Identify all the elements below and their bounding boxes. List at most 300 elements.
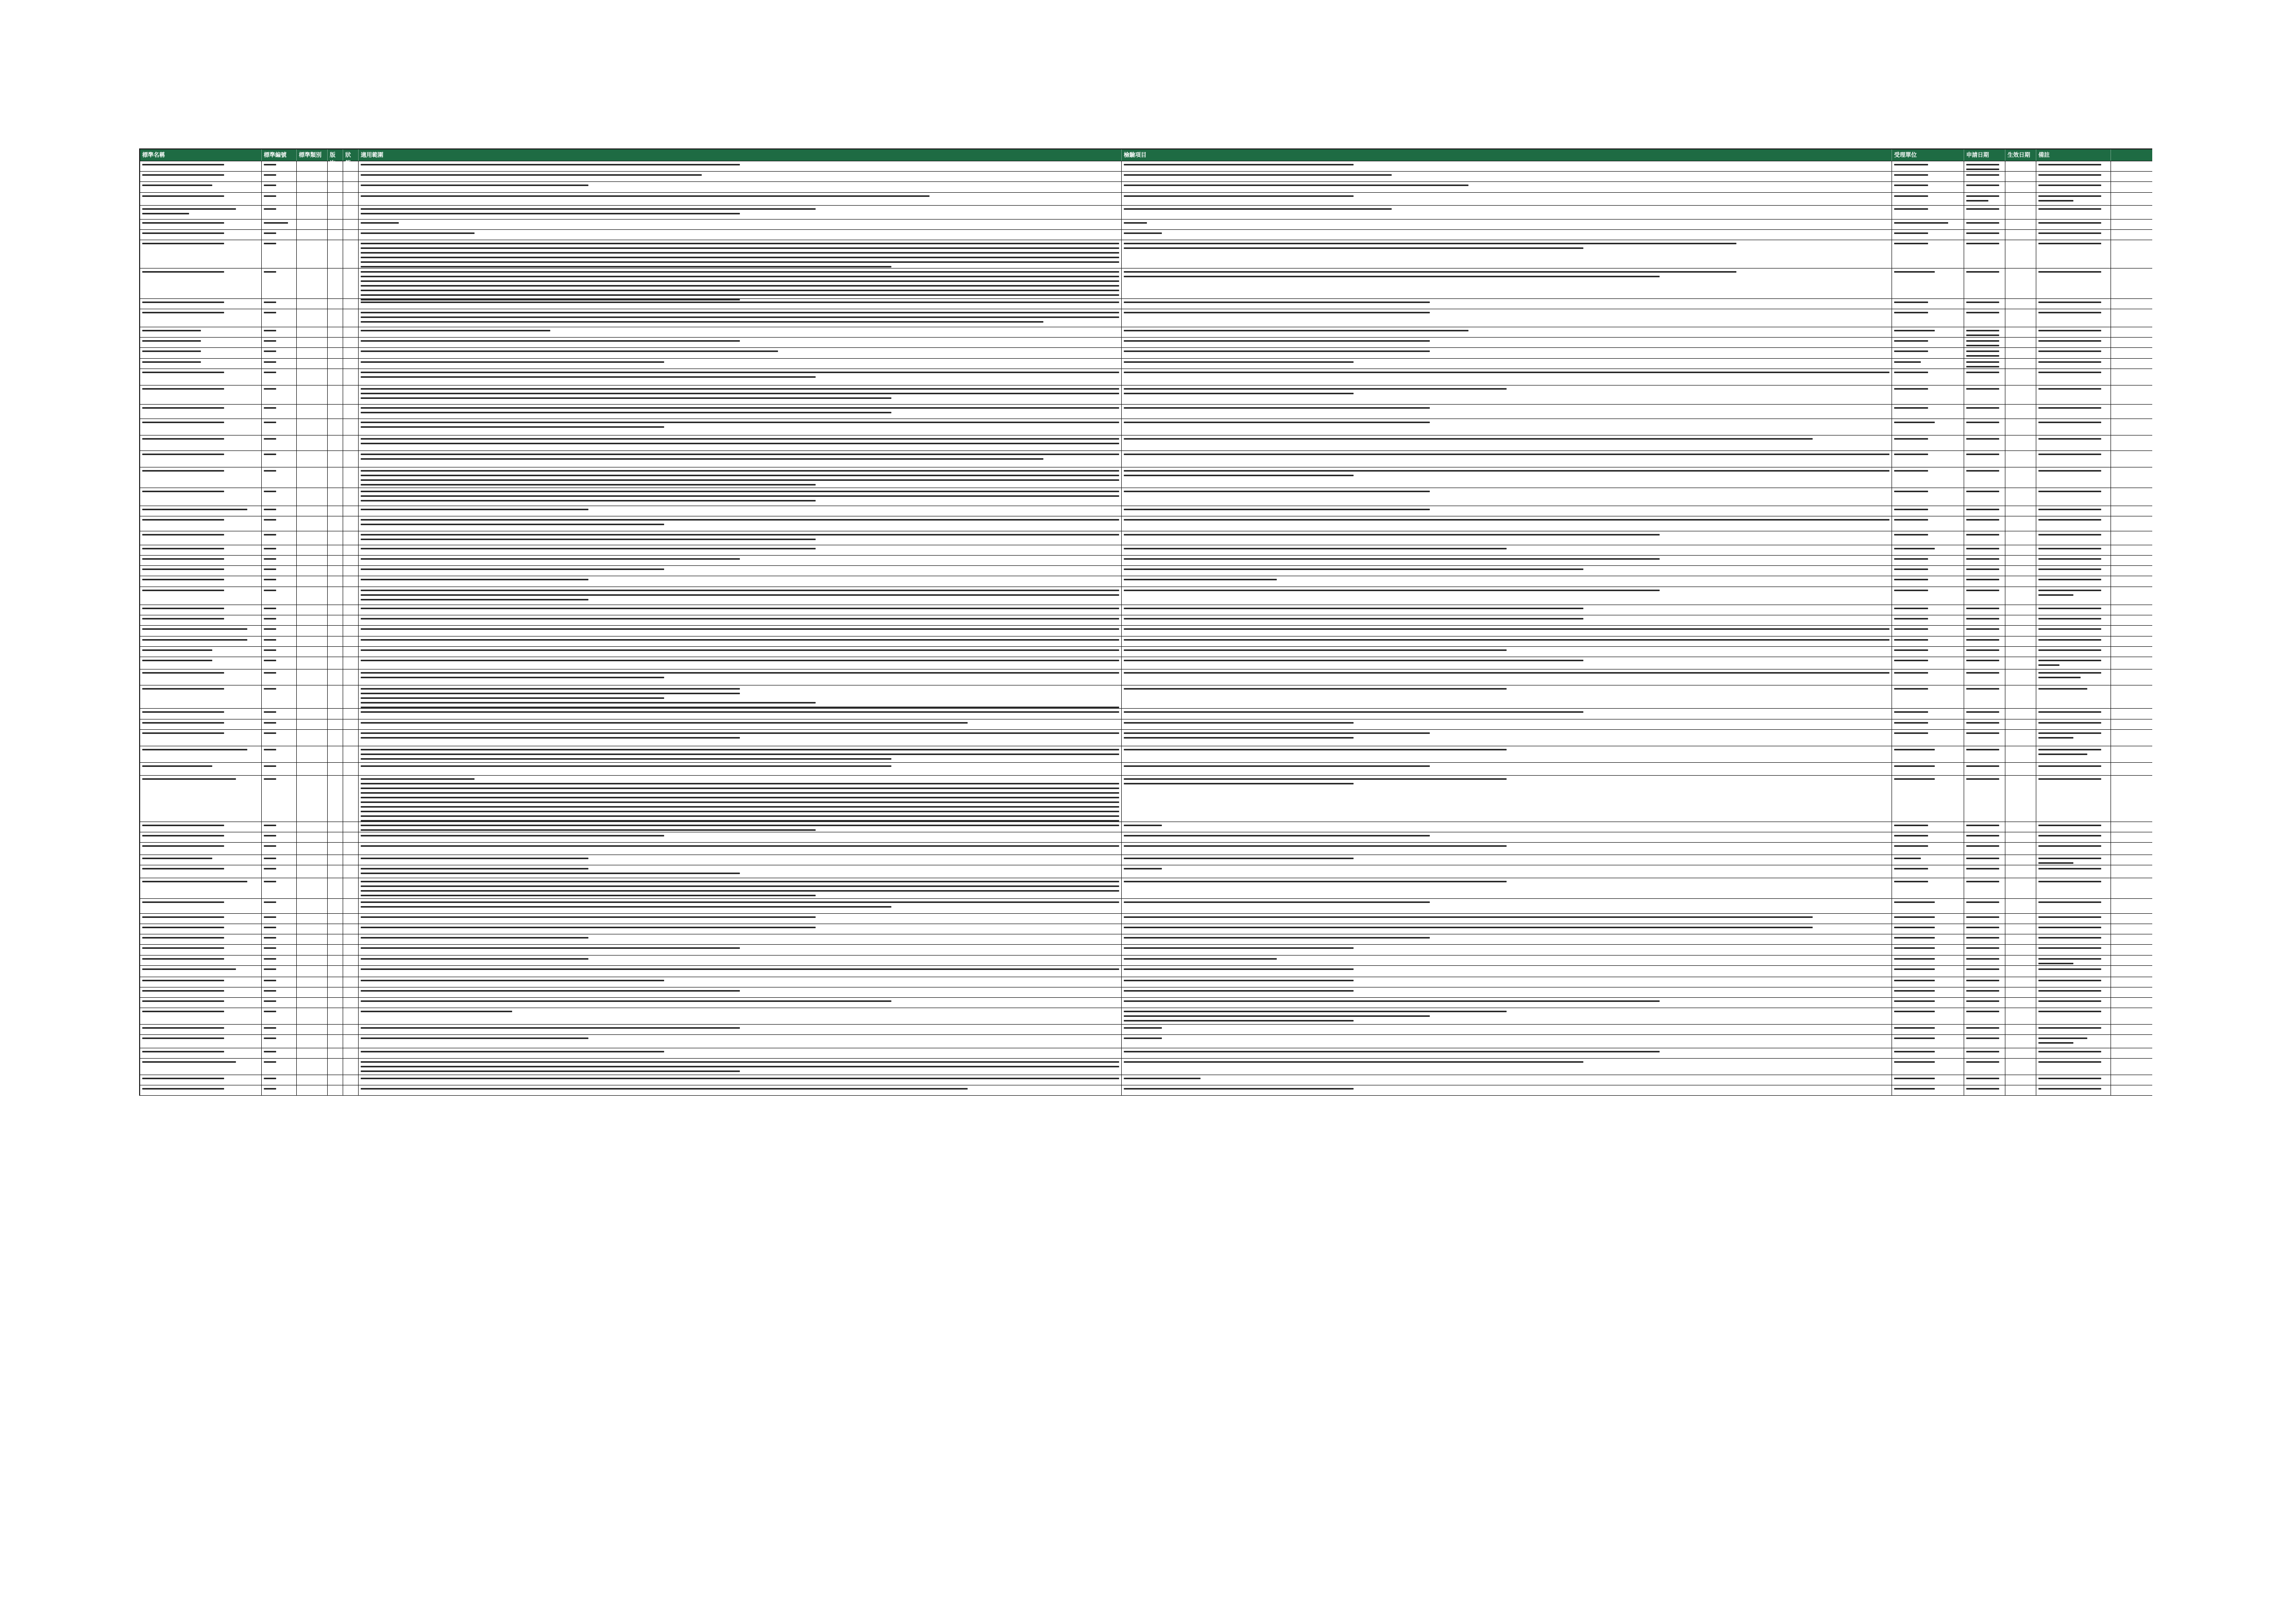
table-row[interactable] xyxy=(140,220,2152,230)
column-header[interactable]: 檢驗項目 xyxy=(1122,149,1892,161)
table-cell[interactable] xyxy=(262,657,297,669)
table-cell[interactable] xyxy=(328,998,343,1008)
table-row[interactable] xyxy=(140,556,2152,566)
table-cell[interactable] xyxy=(297,193,328,205)
table-cell[interactable] xyxy=(297,587,328,605)
table-cell[interactable] xyxy=(2036,647,2111,657)
table-cell[interactable] xyxy=(140,240,262,268)
table-cell[interactable] xyxy=(2005,206,2036,219)
table-cell[interactable] xyxy=(1892,220,1964,229)
table-cell[interactable] xyxy=(359,914,1122,924)
table-cell[interactable] xyxy=(262,615,297,625)
table-cell[interactable] xyxy=(328,516,343,531)
table-cell[interactable] xyxy=(359,966,1122,977)
table-cell[interactable] xyxy=(1122,669,1892,685)
table-cell[interactable] xyxy=(2005,506,2036,516)
table-cell[interactable] xyxy=(2036,467,2111,488)
column-header[interactable]: 生效日期 xyxy=(2005,149,2036,161)
table-cell[interactable] xyxy=(1964,669,2005,685)
table-row[interactable] xyxy=(140,746,2152,763)
table-cell[interactable] xyxy=(328,899,343,913)
table-cell[interactable] xyxy=(359,763,1122,775)
table-row[interactable] xyxy=(140,269,2152,298)
table-cell[interactable] xyxy=(1892,822,1964,832)
table-cell[interactable] xyxy=(359,172,1122,181)
table-cell[interactable] xyxy=(297,369,328,385)
table-cell[interactable] xyxy=(1964,269,2005,298)
table-cell[interactable] xyxy=(359,977,1122,987)
table-cell[interactable] xyxy=(343,161,359,171)
table-cell[interactable] xyxy=(2036,327,2111,337)
table-cell[interactable] xyxy=(1964,1025,2005,1034)
table-cell[interactable] xyxy=(2036,843,2111,855)
table-cell[interactable] xyxy=(1122,230,1892,240)
table-cell[interactable] xyxy=(140,348,262,358)
table-cell[interactable] xyxy=(343,419,359,435)
table-cell[interactable] xyxy=(343,386,359,404)
table-cell[interactable] xyxy=(262,467,297,488)
table-cell[interactable] xyxy=(262,730,297,746)
table-cell[interactable] xyxy=(359,451,1122,467)
table-cell[interactable] xyxy=(328,709,343,718)
table-cell[interactable] xyxy=(262,899,297,913)
table-cell[interactable] xyxy=(262,1085,297,1095)
table-cell[interactable] xyxy=(262,865,297,878)
table-cell[interactable] xyxy=(2036,193,2111,205)
table-cell[interactable] xyxy=(140,934,262,944)
table-cell[interactable] xyxy=(359,230,1122,240)
table-cell[interactable] xyxy=(1892,299,1964,309)
table-cell[interactable] xyxy=(297,451,328,467)
table-cell[interactable] xyxy=(328,506,343,516)
column-header[interactable]: 標準編號 xyxy=(262,149,297,161)
table-cell[interactable] xyxy=(262,1059,297,1075)
table-cell[interactable] xyxy=(262,987,297,997)
table-cell[interactable] xyxy=(1964,338,2005,347)
table-cell[interactable] xyxy=(297,945,328,955)
table-cell[interactable] xyxy=(262,605,297,615)
table-cell[interactable] xyxy=(2036,855,2111,865)
table-cell[interactable] xyxy=(2005,605,2036,615)
table-cell[interactable] xyxy=(343,865,359,878)
table-cell[interactable] xyxy=(343,436,359,450)
table-cell[interactable] xyxy=(343,348,359,358)
table-cell[interactable] xyxy=(297,556,328,565)
table-cell[interactable] xyxy=(2005,914,2036,924)
table-cell[interactable] xyxy=(140,161,262,171)
table-cell[interactable] xyxy=(1122,977,1892,987)
table-cell[interactable] xyxy=(359,576,1122,586)
table-cell[interactable] xyxy=(1122,1085,1892,1095)
table-cell[interactable] xyxy=(1964,945,2005,955)
table-cell[interactable] xyxy=(328,657,343,669)
table-cell[interactable] xyxy=(262,587,297,605)
table-cell[interactable] xyxy=(1892,348,1964,358)
table-cell[interactable] xyxy=(1122,956,1892,965)
table-cell[interactable] xyxy=(359,1059,1122,1075)
table-cell[interactable] xyxy=(1122,746,1892,762)
table-cell[interactable] xyxy=(297,576,328,586)
table-cell[interactable] xyxy=(1964,1035,2005,1047)
table-cell[interactable] xyxy=(1122,1008,1892,1024)
table-cell[interactable] xyxy=(343,956,359,965)
table-cell[interactable] xyxy=(2036,709,2111,718)
table-cell[interactable] xyxy=(2005,309,2036,327)
table-cell[interactable] xyxy=(262,685,297,708)
table-cell[interactable] xyxy=(328,966,343,977)
table-cell[interactable] xyxy=(297,348,328,358)
table-cell[interactable] xyxy=(343,647,359,657)
table-cell[interactable] xyxy=(297,855,328,865)
table-row[interactable] xyxy=(140,182,2152,192)
table-cell[interactable] xyxy=(297,309,328,327)
table-cell[interactable] xyxy=(1892,516,1964,531)
table-cell[interactable] xyxy=(343,467,359,488)
table-cell[interactable] xyxy=(1892,545,1964,555)
table-cell[interactable] xyxy=(359,730,1122,746)
table-cell[interactable] xyxy=(359,647,1122,657)
table-cell[interactable] xyxy=(1964,309,2005,327)
table-cell[interactable] xyxy=(262,269,297,298)
table-cell[interactable] xyxy=(1122,506,1892,516)
table-cell[interactable] xyxy=(2036,865,2111,878)
table-cell[interactable] xyxy=(2005,924,2036,934)
table-cell[interactable] xyxy=(359,865,1122,878)
table-cell[interactable] xyxy=(2036,822,2111,832)
table-cell[interactable] xyxy=(140,615,262,625)
table-cell[interactable] xyxy=(297,161,328,171)
table-cell[interactable] xyxy=(1964,1075,2005,1085)
table-cell[interactable] xyxy=(1964,685,2005,708)
table-cell[interactable] xyxy=(1122,637,1892,646)
table-cell[interactable] xyxy=(328,386,343,404)
table-cell[interactable] xyxy=(262,193,297,205)
table-cell[interactable] xyxy=(297,488,328,506)
table-cell[interactable] xyxy=(140,1059,262,1075)
table-cell[interactable] xyxy=(140,956,262,965)
table-cell[interactable] xyxy=(140,386,262,404)
table-cell[interactable] xyxy=(2036,299,2111,309)
table-cell[interactable] xyxy=(359,956,1122,965)
table-cell[interactable] xyxy=(343,657,359,669)
table-cell[interactable] xyxy=(2036,161,2111,171)
table-cell[interactable] xyxy=(1964,327,2005,337)
table-row[interactable] xyxy=(140,966,2152,977)
table-cell[interactable] xyxy=(1892,1035,1964,1047)
table-cell[interactable] xyxy=(262,626,297,635)
table-cell[interactable] xyxy=(343,369,359,385)
table-cell[interactable] xyxy=(1122,1025,1892,1034)
table-cell[interactable] xyxy=(2036,746,2111,762)
table-cell[interactable] xyxy=(2005,763,2036,775)
table-cell[interactable] xyxy=(2005,327,2036,337)
table-cell[interactable] xyxy=(343,182,359,192)
table-cell[interactable] xyxy=(359,637,1122,646)
table-cell[interactable] xyxy=(1964,763,2005,775)
table-row[interactable] xyxy=(140,348,2152,358)
table-cell[interactable] xyxy=(1122,776,1892,822)
table-cell[interactable] xyxy=(1964,172,2005,181)
table-row[interactable] xyxy=(140,405,2152,420)
table-cell[interactable] xyxy=(1892,855,1964,865)
table-cell[interactable] xyxy=(343,934,359,944)
table-cell[interactable] xyxy=(297,1059,328,1075)
table-cell[interactable] xyxy=(2036,436,2111,450)
table-cell[interactable] xyxy=(2036,966,2111,977)
table-cell[interactable] xyxy=(262,1048,297,1058)
table-cell[interactable] xyxy=(2036,977,2111,987)
table-row[interactable] xyxy=(140,647,2152,657)
table-cell[interactable] xyxy=(2005,977,2036,987)
table-cell[interactable] xyxy=(2005,566,2036,576)
table-cell[interactable] xyxy=(359,467,1122,488)
table-cell[interactable] xyxy=(297,605,328,615)
table-cell[interactable] xyxy=(359,436,1122,450)
table-cell[interactable] xyxy=(359,1048,1122,1058)
table-cell[interactable] xyxy=(140,832,262,842)
table-cell[interactable] xyxy=(140,405,262,419)
table-cell[interactable] xyxy=(140,998,262,1008)
table-row[interactable] xyxy=(140,488,2152,506)
table-cell[interactable] xyxy=(343,843,359,855)
table-cell[interactable] xyxy=(297,647,328,657)
table-cell[interactable] xyxy=(359,615,1122,625)
table-cell[interactable] xyxy=(1964,576,2005,586)
table-cell[interactable] xyxy=(328,924,343,934)
table-cell[interactable] xyxy=(343,719,359,729)
table-cell[interactable] xyxy=(2005,776,2036,822)
table-cell[interactable] xyxy=(1122,348,1892,358)
table-row[interactable] xyxy=(140,587,2152,605)
table-cell[interactable] xyxy=(2036,516,2111,531)
table-cell[interactable] xyxy=(1964,359,2005,369)
table-cell[interactable] xyxy=(262,669,297,685)
table-cell[interactable] xyxy=(1892,987,1964,997)
table-cell[interactable] xyxy=(359,240,1122,268)
table-row[interactable] xyxy=(140,309,2152,327)
table-cell[interactable] xyxy=(328,182,343,192)
table-cell[interactable] xyxy=(262,719,297,729)
table-cell[interactable] xyxy=(343,730,359,746)
table-cell[interactable] xyxy=(1122,405,1892,419)
table-cell[interactable] xyxy=(328,436,343,450)
table-row[interactable] xyxy=(140,709,2152,719)
table-row[interactable] xyxy=(140,987,2152,998)
table-cell[interactable] xyxy=(2036,719,2111,729)
table-cell[interactable] xyxy=(343,669,359,685)
table-row[interactable] xyxy=(140,338,2152,348)
table-cell[interactable] xyxy=(1892,587,1964,605)
table-cell[interactable] xyxy=(359,987,1122,997)
table-cell[interactable] xyxy=(1964,516,2005,531)
table-cell[interactable] xyxy=(328,405,343,419)
table-cell[interactable] xyxy=(140,899,262,913)
table-cell[interactable] xyxy=(343,193,359,205)
table-cell[interactable] xyxy=(297,545,328,555)
table-cell[interactable] xyxy=(1964,899,2005,913)
table-cell[interactable] xyxy=(328,647,343,657)
table-cell[interactable] xyxy=(1122,556,1892,565)
table-row[interactable] xyxy=(140,240,2152,269)
table-cell[interactable] xyxy=(140,269,262,298)
table-cell[interactable] xyxy=(1964,193,2005,205)
table-cell[interactable] xyxy=(140,467,262,488)
table-cell[interactable] xyxy=(140,531,262,545)
table-cell[interactable] xyxy=(2005,998,2036,1008)
table-cell[interactable] xyxy=(1892,161,1964,171)
table-cell[interactable] xyxy=(297,924,328,934)
table-cell[interactable] xyxy=(297,182,328,192)
table-cell[interactable] xyxy=(328,987,343,997)
table-cell[interactable] xyxy=(359,776,1122,822)
table-cell[interactable] xyxy=(262,956,297,965)
table-cell[interactable] xyxy=(1964,369,2005,385)
table-cell[interactable] xyxy=(2036,1008,2111,1024)
table-cell[interactable] xyxy=(1122,855,1892,865)
table-cell[interactable] xyxy=(262,709,297,718)
table-row[interactable] xyxy=(140,956,2152,966)
table-cell[interactable] xyxy=(297,172,328,181)
table-cell[interactable] xyxy=(262,309,297,327)
table-cell[interactable] xyxy=(1892,327,1964,337)
table-cell[interactable] xyxy=(2005,516,2036,531)
table-cell[interactable] xyxy=(1892,615,1964,625)
table-cell[interactable] xyxy=(262,566,297,576)
table-cell[interactable] xyxy=(359,327,1122,337)
table-cell[interactable] xyxy=(1122,359,1892,369)
table-cell[interactable] xyxy=(2036,269,2111,298)
table-cell[interactable] xyxy=(1892,865,1964,878)
table-cell[interactable] xyxy=(140,587,262,605)
table-cell[interactable] xyxy=(1122,327,1892,337)
table-cell[interactable] xyxy=(140,488,262,506)
table-cell[interactable] xyxy=(1892,566,1964,576)
table-cell[interactable] xyxy=(140,669,262,685)
column-header[interactable]: 標準名稱 xyxy=(140,149,262,161)
table-cell[interactable] xyxy=(2005,669,2036,685)
table-cell[interactable] xyxy=(1892,182,1964,192)
table-cell[interactable] xyxy=(2005,855,2036,865)
table-cell[interactable] xyxy=(359,309,1122,327)
table-row[interactable] xyxy=(140,998,2152,1008)
table-cell[interactable] xyxy=(297,206,328,219)
table-cell[interactable] xyxy=(2005,359,2036,369)
table-cell[interactable] xyxy=(140,206,262,219)
table-row[interactable] xyxy=(140,206,2152,220)
table-cell[interactable] xyxy=(1122,182,1892,192)
table-cell[interactable] xyxy=(2036,730,2111,746)
table-cell[interactable] xyxy=(1122,914,1892,924)
table-row[interactable] xyxy=(140,576,2152,587)
table-cell[interactable] xyxy=(1122,1075,1892,1085)
table-cell[interactable] xyxy=(262,998,297,1008)
table-cell[interactable] xyxy=(140,878,262,898)
table-cell[interactable] xyxy=(1122,605,1892,615)
table-cell[interactable] xyxy=(1892,709,1964,718)
table-cell[interactable] xyxy=(359,843,1122,855)
table-cell[interactable] xyxy=(1892,467,1964,488)
table-cell[interactable] xyxy=(1122,206,1892,219)
table-cell[interactable] xyxy=(328,451,343,467)
table-cell[interactable] xyxy=(359,899,1122,913)
table-cell[interactable] xyxy=(359,369,1122,385)
table-row[interactable] xyxy=(140,1075,2152,1085)
table-cell[interactable] xyxy=(359,709,1122,718)
table-cell[interactable] xyxy=(359,348,1122,358)
table-cell[interactable] xyxy=(1892,405,1964,419)
table-cell[interactable] xyxy=(343,615,359,625)
table-cell[interactable] xyxy=(140,763,262,775)
table-cell[interactable] xyxy=(1122,488,1892,506)
table-cell[interactable] xyxy=(140,299,262,309)
table-cell[interactable] xyxy=(262,637,297,646)
table-cell[interactable] xyxy=(262,977,297,987)
table-cell[interactable] xyxy=(343,709,359,718)
table-cell[interactable] xyxy=(1892,419,1964,435)
table-cell[interactable] xyxy=(2036,545,2111,555)
table-cell[interactable] xyxy=(140,220,262,229)
table-cell[interactable] xyxy=(1892,1085,1964,1095)
table-cell[interactable] xyxy=(328,172,343,181)
table-cell[interactable] xyxy=(328,763,343,775)
table-cell[interactable] xyxy=(1892,230,1964,240)
table-cell[interactable] xyxy=(1122,1035,1892,1047)
table-cell[interactable] xyxy=(1122,899,1892,913)
table-cell[interactable] xyxy=(328,269,343,298)
table-cell[interactable] xyxy=(262,878,297,898)
table-cell[interactable] xyxy=(1892,746,1964,762)
table-cell[interactable] xyxy=(297,865,328,878)
table-row[interactable] xyxy=(140,451,2152,467)
table-cell[interactable] xyxy=(1964,182,2005,192)
table-cell[interactable] xyxy=(262,369,297,385)
table-row[interactable] xyxy=(140,685,2152,709)
table-cell[interactable] xyxy=(328,419,343,435)
table-cell[interactable] xyxy=(297,626,328,635)
table-row[interactable] xyxy=(140,924,2152,934)
table-cell[interactable] xyxy=(2036,945,2111,955)
table-cell[interactable] xyxy=(1964,1008,2005,1024)
table-cell[interactable] xyxy=(2005,626,2036,635)
table-cell[interactable] xyxy=(343,220,359,229)
table-cell[interactable] xyxy=(328,832,343,842)
column-header[interactable]: 狀態 xyxy=(343,149,359,161)
table-row[interactable] xyxy=(140,719,2152,730)
table-cell[interactable] xyxy=(140,637,262,646)
table-cell[interactable] xyxy=(1122,998,1892,1008)
table-cell[interactable] xyxy=(1892,206,1964,219)
table-cell[interactable] xyxy=(1964,730,2005,746)
table-cell[interactable] xyxy=(1964,998,2005,1008)
table-cell[interactable] xyxy=(1122,822,1892,832)
table-cell[interactable] xyxy=(328,1059,343,1075)
table-cell[interactable] xyxy=(1964,987,2005,997)
table-cell[interactable] xyxy=(297,386,328,404)
table-cell[interactable] xyxy=(343,172,359,181)
table-cell[interactable] xyxy=(2036,615,2111,625)
table-cell[interactable] xyxy=(359,945,1122,955)
table-cell[interactable] xyxy=(2005,1008,2036,1024)
table-cell[interactable] xyxy=(343,309,359,327)
table-cell[interactable] xyxy=(328,369,343,385)
table-cell[interactable] xyxy=(1964,587,2005,605)
table-cell[interactable] xyxy=(140,516,262,531)
table-cell[interactable] xyxy=(262,924,297,934)
table-cell[interactable] xyxy=(343,556,359,565)
table-cell[interactable] xyxy=(2005,1048,2036,1058)
table-cell[interactable] xyxy=(1892,776,1964,822)
table-cell[interactable] xyxy=(1892,956,1964,965)
